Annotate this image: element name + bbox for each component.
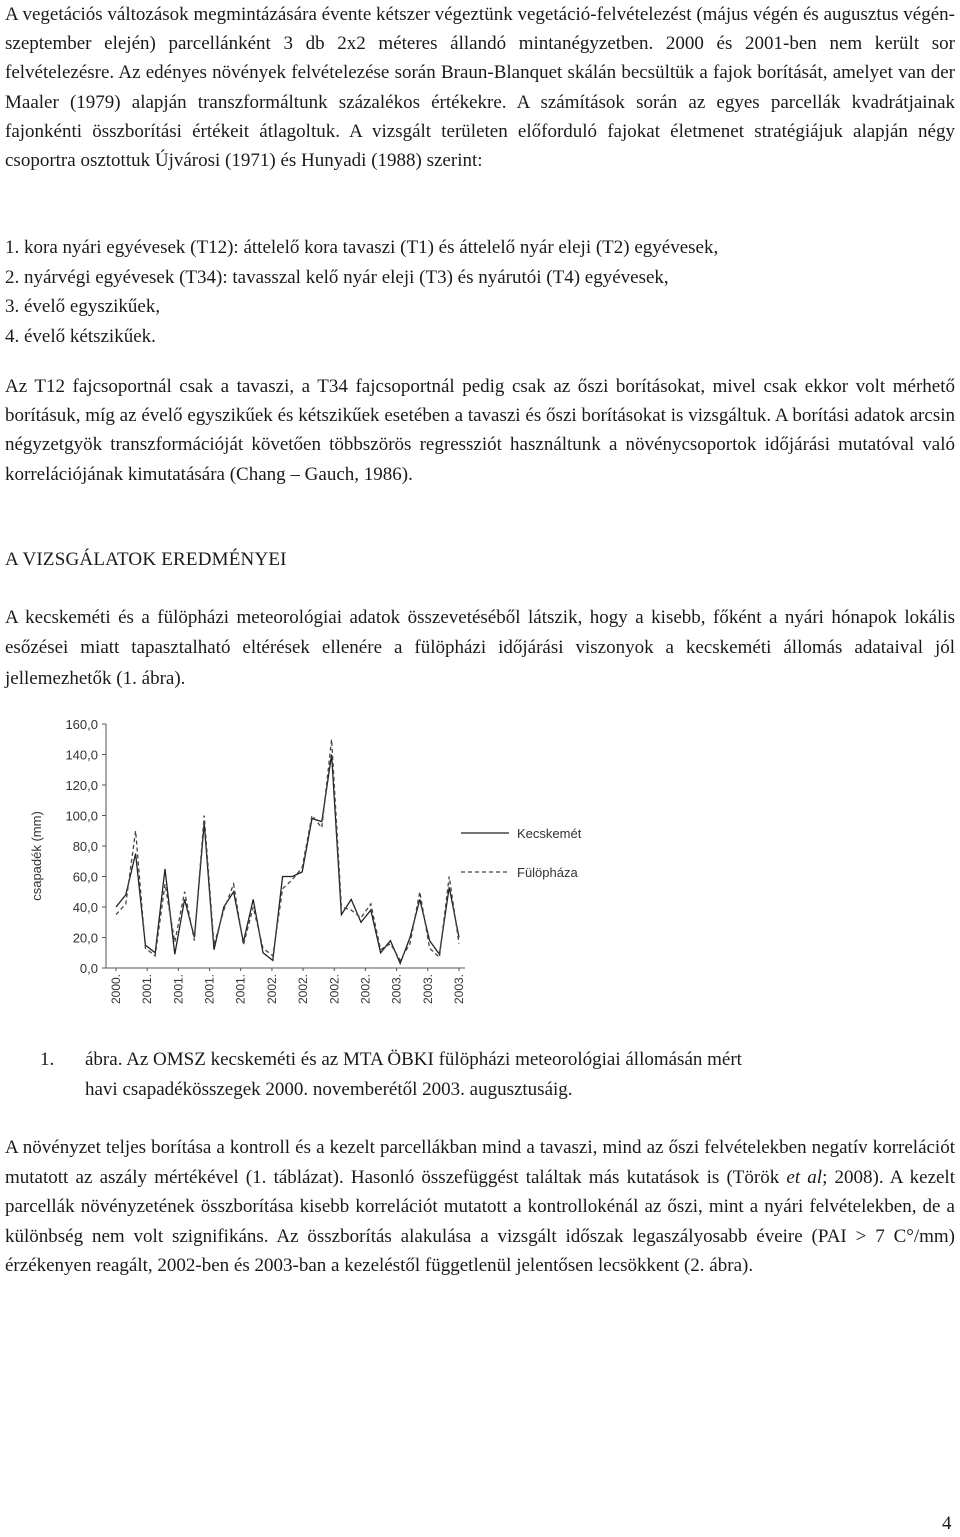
y-tick-label: 100,0 [65,808,98,824]
list-item: 2. nyárvégi egyévesek (T34): tavasszal kelő nyár eleji (T3) és nyárutói (T4) egyévesek, [5,266,669,288]
y-tick-label: 20,0 [72,930,98,946]
x-tick-label: 2000. [109,974,123,1005]
y-tick-label: 60,0 [72,869,98,885]
x-tick-label: 2001. [171,974,186,1005]
caption-text-line1: ábra. Az OMSZ kecskeméti és az MTA ÖBKI fülöpházi meteorológiai állomásán mért [85,1049,742,1070]
y-axis-label: csapadék (mm) [29,811,44,901]
caption-text-line2: havi csapadékösszegek 2000. novemberétől 2003. augusztusáig. [85,1078,573,1100]
caption-number: 1. [40,1049,55,1070]
discussion-paragraph [5,1133,955,1281]
x-tick-label: 2001. [140,974,155,1005]
list-item: 4. évelő kétszikűek. [5,325,156,347]
citation-author: Török [732,1166,787,1188]
legend-label: Kecskemét [517,826,582,841]
species-group-list [5,233,955,351]
x-tick-label: 2003. [420,974,435,1005]
analysis-paragraph: Az T12 fajcsoportnál csak a tavaszi, a T34 fajcsoportnál pedig csak az őszi borításokat, mivel csak ekkor volt mérhető borításuk, míg az évelő egyszikűek és kétszikűek esetében a tavaszi és őszi borításokat is vizsgáltuk. A borítási adatok arcsin négyzetgyök transzformációját követően többszörös regressziót használtunk a növénycsoportok időjárási mutatóval való korrelációjának kimutatására (Chang – Gauch, 1986). [5,376,955,485]
y-tick-label: 120,0 [65,778,98,793]
x-tick-label: 2002. [327,974,342,1005]
x-tick-label: 2003. [452,974,466,1005]
chart-svg [5,710,582,1030]
page-number: 4 [942,1513,952,1534]
figure-caption [40,1045,960,1104]
citation-etal: et al [786,1166,823,1188]
series-line-1 [116,739,459,960]
x-tick-label: 2003. [389,974,404,1005]
discussion-text-b: ; 2008). A kezelt parcellák növényzetének összborítása kisebb korrelációt mutatott a kontrollokénál az őszi, mint a nyári felvételekben, de a különbség nem volt szignifikáns. Az összborítás alakulása a vizsgált időszak legaszályosabb éveire (PAI > 7 C°/mm) érzékenyen reagált, 2002-ben és 2003-ban a kezeléstől függetlenül jelentősen lecsökkent (2. ábra). [5,1166,955,1276]
list-item: 3. évelő egyszikűek, [5,296,161,317]
legend-label: Fülöpháza [517,865,578,880]
methods-paragraph: A vegetációs változások megmintázására évente kétszer végeztünk vegetáció-felvételezést (május végén és augusztus végén-szeptember elején) parcellánként 3 db 2x2 méteres állandó mintanégyzetben. 2000 és 2001-ben nem került sor felvételezésre. Az edényes növények felvételezése során Braun-Blanquet skálán becsültük a fajok borítását, amelyet van der Maaler (1979) alapján transzformáltunk százalékos értékekre. A számítások során az egyes parcellák kvadrátjainak fajonkénti összborítási értékeit átlagoltuk. A vizsgált területen előforduló fajokat életmenet stratégiájuk alapján négy csoportra osztottuk Újvárosi (1971) és Hunyadi (1988) szerint: [5,4,955,172]
results-paragraph: A kecskeméti és a fülöpházi meteorológiai adatok összevetéséből látszik, hogy a kisebb, főként a nyári hónapok lokális esőzései miatt tapasztalható eltérések ellenére a fülöpházi időjárási viszonyok a kecskeméti állomás adataival jól jellemezhetők (1. ábra). [5,607,955,689]
x-tick-label: 2002. [358,974,373,1005]
x-tick-label: 2002. [264,974,279,1005]
discussion-text-a: A növényzet teljes borítása a kontroll és a kezelt parcellákban mind a tavaszi, mind az őszi felvételekben negatív korrelációt mutatott az aszály mértékével (1. táblázat). Hasonló összefüggést találtak más kutatások is ( [5,1137,955,1188]
y-tick-label: 140,0 [65,747,98,763]
list-item: 1. kora nyári egyévesek (T12): áttelelő kora tavaszi (T1) és áttelelő nyár eleji (T2) egyévesek, [5,237,719,258]
y-tick-label: 160,0 [65,717,98,732]
y-tick-label: 80,0 [72,839,98,854]
x-tick-label: 2001. [233,974,248,1005]
x-tick-label: 2001. [202,974,217,1005]
section-heading: A VIZSGÁLATOK EREDMÉNYEI [5,549,287,570]
y-tick-label: 40,0 [72,900,98,915]
x-tick-label: 2002. [296,974,311,1005]
y-tick-label: 0,0 [79,961,98,976]
precipitation-chart [5,710,582,1035]
series-line-0 [116,755,459,964]
